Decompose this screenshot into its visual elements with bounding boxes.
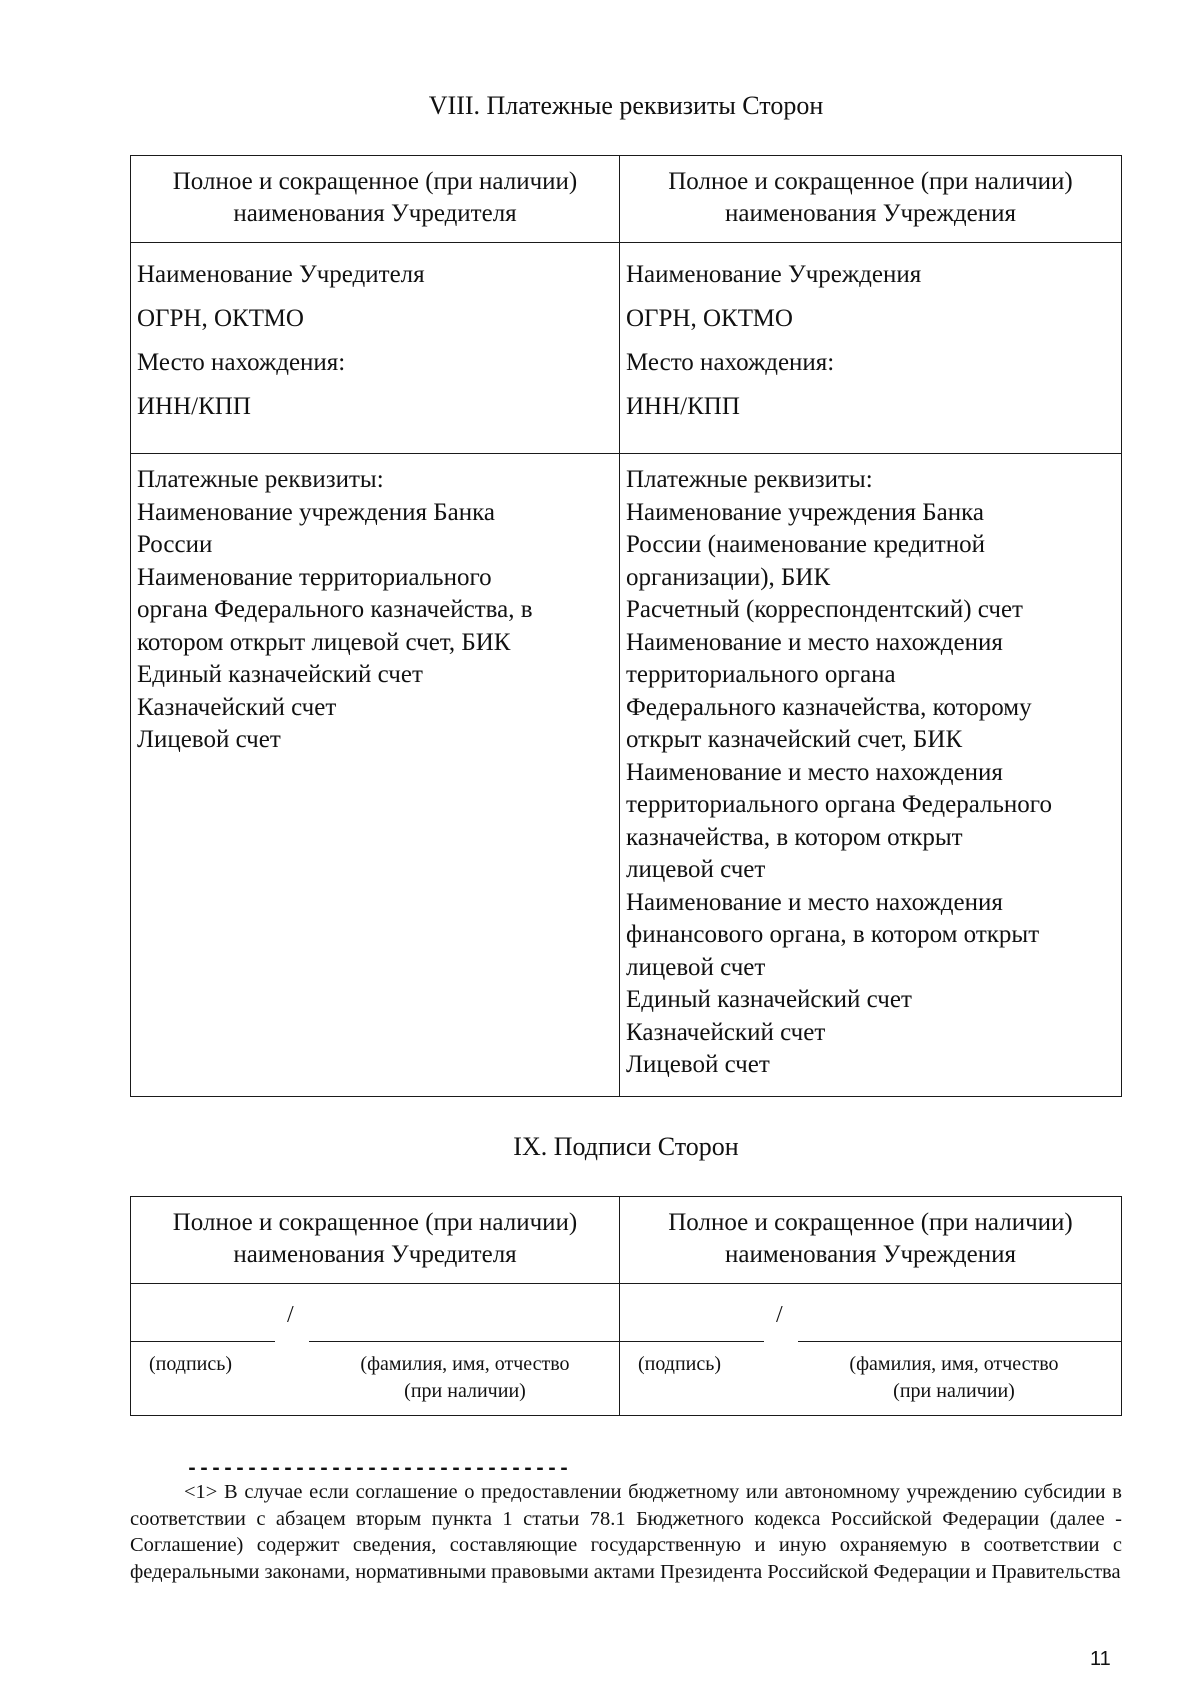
institution-inn-field: ИНН/КПП: [626, 393, 740, 420]
institution-signature-cell: [620, 1284, 1122, 1416]
payment-line: Казначейский счет: [137, 693, 337, 721]
founder-payment-cell: [131, 454, 620, 1097]
institution-ogrn-field: ОГРН, ОКТМО: [626, 305, 793, 332]
table-header-row: [131, 1197, 1122, 1284]
institution-name-field: Наименование Учреждения: [626, 261, 922, 288]
founder-ogrn-field: ОГРН, ОКТМО: [137, 305, 304, 332]
payment-details-table: [130, 155, 1122, 1097]
payment-line: Расчетный (корреспондентский) счет: [626, 596, 1023, 623]
caption-line: (фамилия, имя, отчество: [849, 1353, 1059, 1375]
header-cell-founder: [131, 1197, 620, 1284]
full-name-caption: [820, 1351, 1088, 1405]
caption-line: (при наличии): [404, 1380, 526, 1402]
payment-line: Наименование учреждения Банка: [626, 498, 984, 526]
founder-location-field: Место нахождения:: [137, 349, 346, 376]
payment-line: территориального органа Федерального: [626, 791, 1052, 818]
header-line: Полное и сокращенное (при наличии): [172, 1209, 578, 1236]
full-name-line[interactable]: [309, 1341, 619, 1342]
table-header-row: [131, 156, 1122, 243]
payment-line: Наименование и место нахождения: [626, 888, 1003, 916]
payment-line: открыт казначейский счет, БИК: [626, 726, 963, 753]
footnote-separator: --------------------------------: [186, 1458, 571, 1481]
section-9-title: IX. Подписи Сторон: [513, 1132, 739, 1161]
signature-slash: /: [776, 1302, 783, 1328]
signature-row: [131, 1284, 1122, 1416]
signature-slash: /: [287, 1302, 294, 1328]
payment-line: казначейства, в котором открыт: [626, 823, 963, 851]
payment-line: Единый казначейский счет: [626, 986, 912, 1013]
institution-info-cell: [620, 243, 1122, 454]
institution-payment-cell: [620, 454, 1122, 1097]
payment-line: Платежные реквизиты:: [137, 466, 384, 493]
payment-line: России: [137, 531, 213, 558]
payment-line: лицевой счет: [626, 856, 766, 883]
founder-signature-cell: [131, 1284, 620, 1416]
page-number: 11: [1090, 1648, 1111, 1670]
header-cell-founder: [131, 156, 620, 243]
payment-line: Лицевой счет: [626, 1051, 770, 1078]
payment-line: Лицевой счет: [137, 726, 281, 753]
payment-line: котором открыт лицевой счет, БИК: [137, 628, 511, 656]
payment-row: [131, 454, 1122, 1097]
info-row: [131, 243, 1122, 454]
payment-line: финансового органа, в котором открыт: [626, 921, 1040, 948]
signature-line[interactable]: [131, 1341, 275, 1342]
payment-line: органа Федерального казначейства, в: [137, 596, 533, 623]
header-line: наименования Учредителя: [233, 1241, 517, 1268]
header-line: наименования Учредителя: [233, 200, 517, 227]
header-line: наименования Учреждения: [725, 1241, 1016, 1268]
payment-line: территориального органа: [626, 661, 896, 688]
payment-line: Наименование и место нахождения: [626, 628, 1003, 656]
payment-line: Платежные реквизиты:: [626, 466, 873, 493]
header-line: Полное и сокращенное (при наличии): [668, 1209, 1073, 1236]
full-name-line[interactable]: [798, 1341, 1121, 1342]
payment-line: Наименование и место нахождения: [626, 758, 1003, 786]
payment-line: России (наименование кредитной: [626, 531, 985, 558]
institution-location-field: Место нахождения:: [626, 349, 835, 376]
header-line: Полное и сокращенное (при наличии): [172, 168, 578, 195]
founder-info-cell: [131, 243, 620, 454]
caption-line: (при наличии): [893, 1380, 1015, 1402]
payment-line: Наименование учреждения Банка: [137, 498, 495, 526]
payment-line: Казначейский счет: [626, 1018, 826, 1046]
footnote-text: <1> В случае если соглашение о предоставлении бюджетному или автономному учреждению субсидии в соответствии с абзацем вторым пункта 1 статьи 78.1 Бюджетного кодекса Российской Федерации (далее - Соглашение) содержит сведения, составляющие государственную и иную охраняемую в соответствии с федеральными законами, нормативными правовыми актами Президента Российской Федерации и Правительства: [130, 1481, 1122, 1583]
signature-line[interactable]: [620, 1341, 764, 1342]
founder-name-field: Наименование Учредителя: [137, 261, 425, 288]
caption-line: (фамилия, имя, отчество: [360, 1353, 570, 1375]
header-line: наименования Учреждения: [725, 200, 1016, 227]
full-name-caption: [331, 1351, 599, 1405]
payment-line: лицевой счет: [626, 953, 766, 981]
payment-line: Наименование территориального: [137, 563, 492, 591]
signature-caption: (подпись): [638, 1353, 722, 1375]
header-cell-institution: [620, 156, 1122, 243]
founder-inn-field: ИНН/КПП: [137, 393, 251, 420]
payment-line: Федерального казначейства, которому: [626, 693, 1032, 721]
header-line: Полное и сокращенное (при наличии): [668, 168, 1073, 195]
signatures-table: [130, 1196, 1122, 1416]
section-8-title: VIII. Платежные реквизиты Сторон: [428, 91, 824, 120]
signature-caption: (подпись): [149, 1353, 233, 1375]
payment-line: Единый казначейский счет: [137, 661, 423, 688]
payment-line: организации), БИК: [626, 563, 831, 591]
header-cell-institution: [620, 1197, 1122, 1284]
